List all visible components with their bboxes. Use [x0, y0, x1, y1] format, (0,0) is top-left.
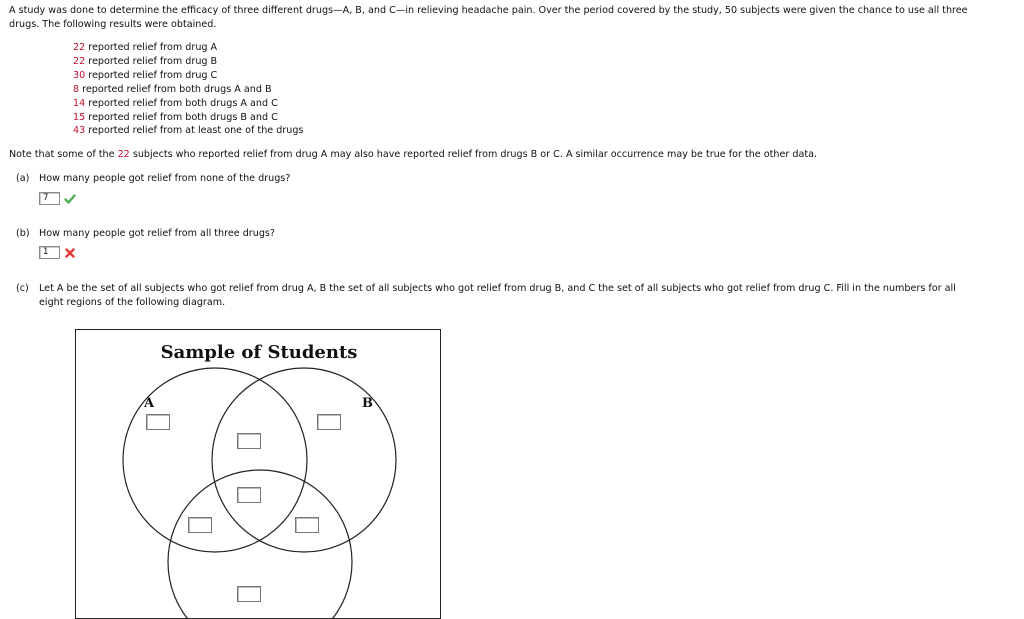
label-b: B	[362, 396, 373, 411]
answer-b-input[interactable]: 1	[39, 246, 60, 259]
result-item: 43 reported relief from at least one of the drugs	[73, 125, 304, 137]
x-icon	[64, 247, 76, 259]
answer-a-input[interactable]: 7	[39, 192, 60, 205]
question-c-line-2: eight regions of the following diagram.	[39, 297, 226, 308]
results-list	[73, 41, 303, 138]
question-a	[16, 173, 290, 184]
diagram-title: Sample of Students	[160, 342, 358, 363]
question-b-text: How many people got relief from all three drugs?	[39, 228, 276, 239]
check-icon	[64, 193, 76, 205]
region-ac-only-input[interactable]	[188, 517, 212, 533]
result-item: 22 reported relief from drug B	[73, 55, 218, 67]
question-b-label: (b)	[16, 228, 30, 239]
question-b	[16, 228, 275, 239]
note-text: Note that some of the 22 subjects who reported relief from drug A may also have reported relief from drugs B or C. A similar occurrence may be true for the other data.	[9, 149, 818, 160]
region-b-only-input[interactable]	[317, 414, 341, 430]
question-a-label: (a)	[16, 173, 30, 184]
label-a: A	[144, 396, 155, 411]
region-bc-only-input[interactable]	[295, 517, 319, 533]
intro-line-1: A study was done to determine the efficacy of three different drugs—A, B, and C—in relieving headache pain. Over the period covered by the study, 50 subjects were given the chance to use all three	[9, 5, 968, 16]
question-a-text: How many people got relief from none of the drugs?	[39, 173, 291, 184]
region-a-only-input[interactable]	[146, 414, 170, 430]
question-c	[16, 282, 1006, 310]
region-c-only-input[interactable]	[237, 586, 261, 602]
venn-circles	[76, 330, 441, 619]
result-item: 30 reported relief from drug C	[73, 69, 218, 81]
region-ab-only-input[interactable]	[237, 433, 261, 449]
answer-a-row	[39, 192, 76, 205]
result-item: 15 reported relief from both drugs B and C	[73, 111, 278, 123]
problem-intro	[9, 4, 1009, 32]
region-abc-input[interactable]	[237, 487, 261, 503]
intro-line-2: drugs. The following results were obtained.	[9, 19, 217, 30]
result-item: 22 reported relief from drug A	[73, 42, 218, 53]
result-item: 8 reported relief from both drugs A and B	[73, 83, 272, 95]
venn-diagram	[75, 329, 441, 619]
answer-b-row	[39, 246, 76, 259]
question-c-line-1: Let A be the set of all subjects who got relief from drug A, B the set of all subjects who got relief from drug B, and C the set of all subjects who got relief from drug C. Fill in the numbers for all	[39, 283, 956, 294]
result-item: 14 reported relief from both drugs A and C	[73, 97, 278, 109]
question-c-label: (c)	[16, 283, 29, 294]
